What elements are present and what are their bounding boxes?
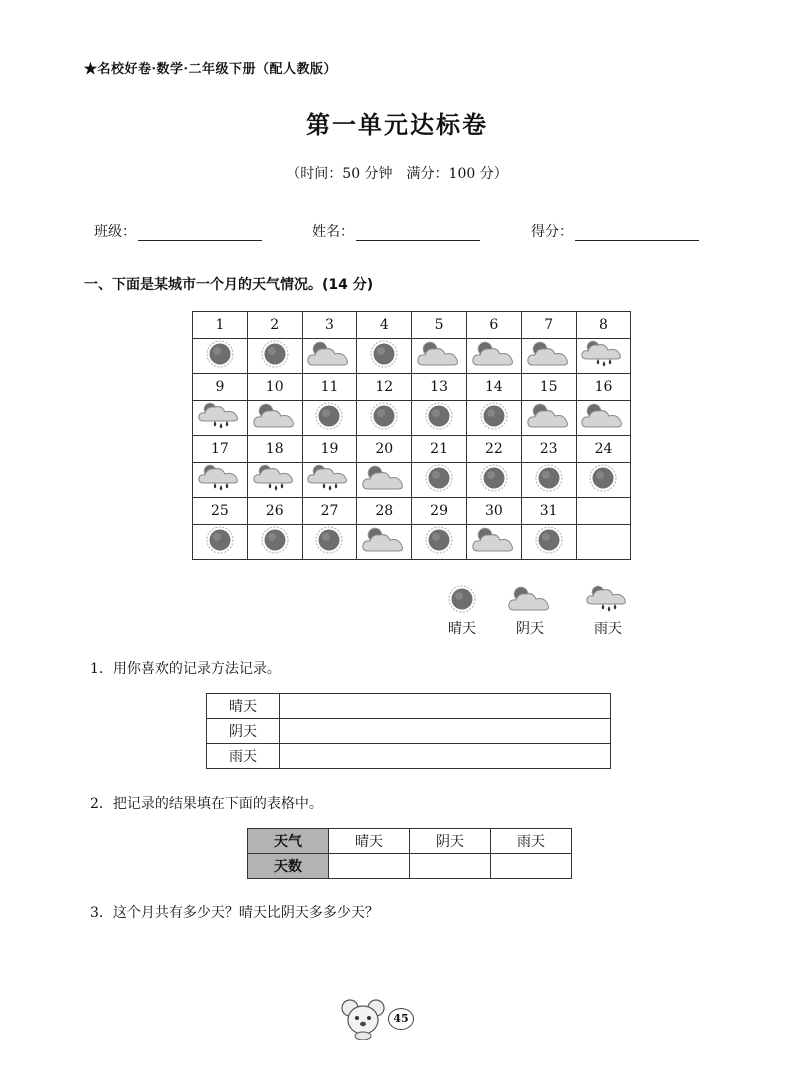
calendar-weather-row [193,339,631,374]
calendar-day-number: 22 [466,436,521,463]
calendar-day-number: 27 [302,498,357,525]
sun-icon [307,525,351,559]
rain-icon [198,463,242,497]
record-answer-cell[interactable] [280,744,611,769]
legend-sunny [432,584,492,638]
calendar-weather-cell [412,401,467,436]
sun-icon [198,525,242,559]
calendar-day-number: 24 [576,436,631,463]
result-days-label: 天数 [248,854,329,879]
rain-icon [307,463,351,497]
result-header-weather: 天气 [248,829,329,854]
calendar-day-row [193,312,631,339]
sun-icon [417,525,461,559]
name-label: 姓名： [312,224,354,240]
sun-icon [472,401,516,435]
calendar-weather-cell [302,463,357,498]
calendar-day-number: 13 [412,374,467,401]
sun-icon [362,339,406,373]
sun-icon [581,463,625,497]
cloud-icon [253,401,297,435]
calendar-weather-cell [521,463,576,498]
calendar-day-number: 30 [466,498,521,525]
rain-icon [586,584,630,618]
result-table [247,828,572,879]
record-row [207,694,611,719]
calendar-day-number: 18 [247,436,302,463]
cloud-icon [362,463,406,497]
calendar-day-number: 6 [466,312,521,339]
calendar-weather-cell [302,339,357,374]
sub-question-2: 2．把记录的结果填在下面的表格中。 [90,796,323,812]
calendar-day-number: 23 [521,436,576,463]
name-blank[interactable] [356,226,480,241]
calendar-day-number: 25 [193,498,248,525]
calendar-day-number: 21 [412,436,467,463]
cloud-icon [527,401,571,435]
sub-question-3: 3．这个月共有多少天？晴天比阴天多多少天？ [90,905,379,921]
score-blank[interactable] [575,226,699,241]
calendar-weather-cell [357,401,412,436]
calendar-day-number: 2 [247,312,302,339]
calendar-weather-row [193,401,631,436]
legend-sunny-label: 晴天 [448,621,476,637]
calendar-day-number [576,498,631,525]
page-number: 45 [388,1008,414,1030]
calendar-day-row [193,436,631,463]
result-header-row [248,829,572,854]
calendar-weather-cell [576,401,631,436]
calendar-day-number: 26 [247,498,302,525]
sun-icon [362,401,406,435]
sun-icon [307,401,351,435]
calendar-weather-cell [193,525,248,560]
calendar-weather-row [193,525,631,560]
sun-icon [417,401,461,435]
record-row-label: 阴天 [207,719,280,744]
result-header-sunny: 晴天 [329,829,410,854]
calendar-day-number: 19 [302,436,357,463]
calendar-day-row [193,374,631,401]
calendar-weather-cell [247,401,302,436]
calendar-weather-cell [357,525,412,560]
sun-icon [527,463,571,497]
calendar-weather-cell [576,463,631,498]
record-answer-cell[interactable] [280,694,611,719]
score-field [531,221,699,241]
sub-question-1: 1．用你喜欢的记录方法记录。 [90,661,281,677]
calendar-day-number: 1 [193,312,248,339]
cloud-icon [472,525,516,559]
calendar-day-number: 28 [357,498,412,525]
calendar-weather-row [193,463,631,498]
calendar-weather-cell [247,463,302,498]
legend-cloudy [500,584,560,638]
record-row-label: 雨天 [207,744,280,769]
book-header: ★名校好卷·数学·二年级下册（配人教版） [84,62,338,77]
calendar-day-number: 17 [193,436,248,463]
calendar-day-number: 15 [521,374,576,401]
record-row-label: 晴天 [207,694,280,719]
calendar-weather-cell [466,401,521,436]
calendar-day-number: 3 [302,312,357,339]
calendar-weather-cell [247,525,302,560]
cloud-icon [581,401,625,435]
result-sunny-answer[interactable] [329,854,410,879]
cloud-icon [307,339,351,373]
record-row [207,719,611,744]
result-rainy-answer[interactable] [491,854,572,879]
cloud-icon [417,339,461,373]
calendar-weather-cell [576,525,631,560]
legend-cloudy-label: 阴天 [516,621,544,637]
weather-legend [432,584,652,644]
sun-icon [417,463,461,497]
koala-mascot-icon [340,996,390,1040]
sun-icon [253,339,297,373]
calendar-weather-cell [412,525,467,560]
calendar-weather-cell [302,401,357,436]
rain-icon [198,401,242,435]
calendar-day-number: 9 [193,374,248,401]
result-days-row [248,854,572,879]
class-field [94,221,262,241]
cloud-icon [527,339,571,373]
record-table [206,693,611,769]
calendar-weather-cell [576,339,631,374]
page-footer [340,996,420,1040]
cloud-icon [362,525,406,559]
calendar-weather-cell [466,339,521,374]
name-field [312,221,480,241]
exam-time-score: （时间：50 分钟 满分：100 分） [286,166,508,182]
calendar-weather-cell [357,463,412,498]
calendar-day-number: 20 [357,436,412,463]
calendar-day-number: 12 [357,374,412,401]
calendar-weather-cell [357,339,412,374]
calendar-day-number: 10 [247,374,302,401]
calendar-weather-cell [521,525,576,560]
calendar-weather-cell [521,401,576,436]
calendar-weather-cell [412,339,467,374]
result-header-rainy: 雨天 [491,829,572,854]
calendar-weather-cell [302,525,357,560]
page-title: 第一单元达标卷 [306,111,488,139]
calendar-day-number: 5 [412,312,467,339]
weather-calendar [192,311,631,560]
sun-icon [198,339,242,373]
calendar-day-number: 31 [521,498,576,525]
cloud-icon [508,584,552,618]
sun-icon [472,463,516,497]
calendar-weather-cell [466,525,521,560]
calendar-day-row [193,498,631,525]
record-answer-cell[interactable] [280,719,611,744]
score-label: 得分： [531,224,573,240]
sun-icon [440,584,484,618]
legend-rainy [578,584,638,638]
cloud-icon [472,339,516,373]
calendar-weather-cell [466,463,521,498]
calendar-day-number: 8 [576,312,631,339]
calendar-day-number: 7 [521,312,576,339]
calendar-weather-cell [521,339,576,374]
class-label: 班级： [94,224,136,240]
legend-rainy-label: 雨天 [594,621,622,637]
calendar-weather-cell [193,401,248,436]
result-header-cloudy: 阴天 [410,829,491,854]
calendar-weather-cell [193,339,248,374]
record-row [207,744,611,769]
calendar-day-number: 16 [576,374,631,401]
calendar-day-number: 29 [412,498,467,525]
sun-icon [527,525,571,559]
rain-icon [253,463,297,497]
result-cloudy-answer[interactable] [410,854,491,879]
rain-icon [581,339,625,373]
calendar-weather-cell [412,463,467,498]
calendar-weather-cell [247,339,302,374]
calendar-day-number: 11 [302,374,357,401]
question-1: 一、下面是某城市一个月的天气情况。(14 分) [84,277,374,293]
calendar-day-number: 4 [357,312,412,339]
calendar-weather-cell [193,463,248,498]
class-blank[interactable] [138,226,262,241]
calendar-day-number: 14 [466,374,521,401]
sun-icon [253,525,297,559]
